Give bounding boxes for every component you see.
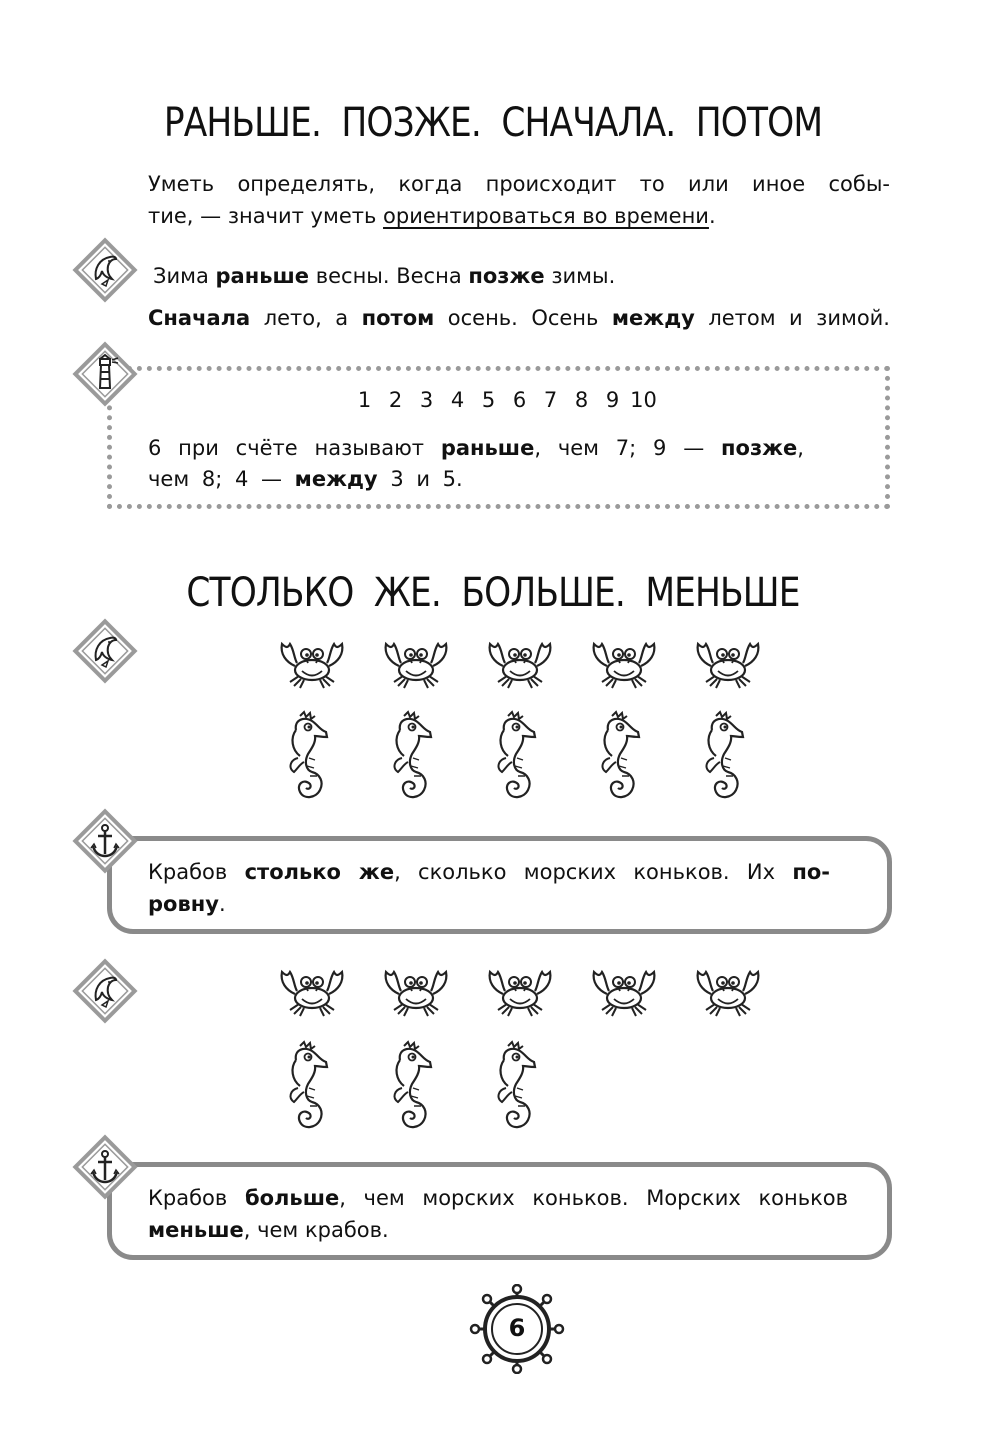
anchor-icon [72,1134,138,1200]
dolphin-icon [72,958,138,1024]
seahorse-image [490,710,546,806]
seahorse-image [386,1040,442,1136]
dolphin-icon [72,618,138,684]
counting-line-1: 6 при счёте называют раньше, чем 7; 9 — позже, [148,436,804,460]
number-item: 5 [481,388,496,412]
equal-line-1: Крабов столько же, сколько морских коньков. Их по- [148,860,830,884]
intro-underlined-phrase: ориентироваться во времени [383,204,709,228]
dolphin-icon [72,237,138,303]
crab-image [480,636,560,694]
crab-image [376,636,456,694]
seahorse-image [282,710,338,806]
crab-image [272,964,352,1022]
page-number-badge [460,1284,574,1374]
crab-image [584,636,664,694]
number-item: 8 [574,388,589,412]
page-number: 6 [508,1314,526,1342]
crab-image [584,964,664,1022]
number-item: 9 [605,388,620,412]
intro-line-2: тие, — значит уметь ориентироваться во времени. [148,204,716,228]
seahorse-image [490,1040,546,1136]
number-item: 10 [630,388,657,412]
anchor-icon [72,808,138,874]
number-sequence [349,388,659,412]
seasons-line-1: Зима раньше весны. Весна позже зимы. [153,264,616,288]
crab-image [688,636,768,694]
crab-row-equal [272,636,768,694]
seasons-line-2: Сначала лето, а потом осень. Осень между летом и зимой. [148,306,890,330]
counting-line-2: чем 8; 4 — между 3 и 5. [148,467,463,491]
seahorse-row-more [282,1040,546,1136]
more-line-2: меньше, чем крабов. [148,1218,389,1242]
intro-line-1: Уметь определять, когда происходит то или иное собы- [148,172,890,196]
number-item: 3 [419,388,434,412]
seahorse-image [698,710,754,806]
seahorse-image [594,710,650,806]
lighthouse-icon [72,341,138,407]
crab-image [272,636,352,694]
number-item: 7 [543,388,558,412]
seahorse-image [386,710,442,806]
crab-image [376,964,456,1022]
section-title-time: РАНЬШЕ. ПОЗЖЕ. СНАЧАЛА. ПОТОМ [163,100,823,146]
crab-image [480,964,560,1022]
section-title-quantity: СТОЛЬКО ЖЕ. БОЛЬШЕ. МЕНЬШЕ [186,570,800,616]
crab-row-more [272,964,768,1022]
number-item: 2 [388,388,403,412]
number-item: 4 [450,388,465,412]
number-item: 6 [512,388,527,412]
more-line-1: Крабов больше, чем морских коньков. Морских коньков [148,1186,848,1210]
crab-image [688,964,768,1022]
equal-line-2: ровну. [148,892,226,916]
seahorse-image [282,1040,338,1136]
seahorse-row-equal [282,710,754,806]
number-item: 1 [357,388,372,412]
